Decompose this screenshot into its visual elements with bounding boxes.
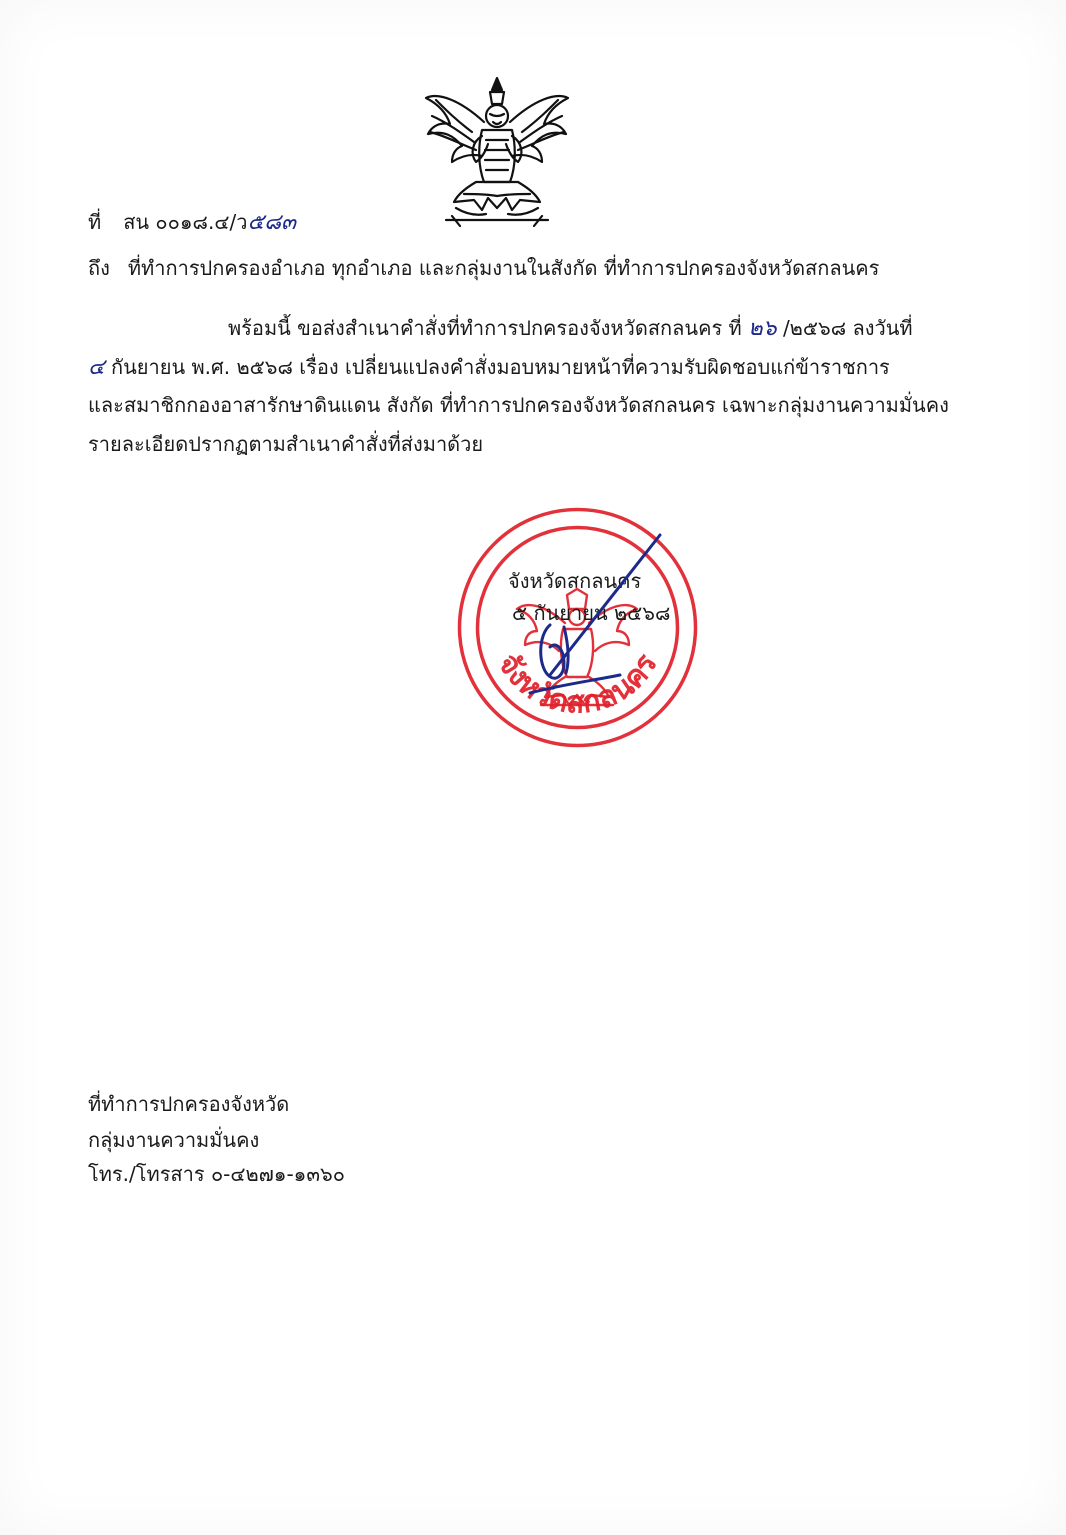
footer-division: กลุ่มงานความมั่นคง [88, 1128, 260, 1152]
body-line-4: รายละเอียดปรากฏตามสำเนาคำสั่งที่ส่งมาด้วย [88, 432, 484, 456]
order-number-handwritten: ๒๖ [748, 316, 777, 341]
reference-number: สน ๐๐๑๘.๔/ว [123, 210, 248, 234]
recipient-label: ถึง [88, 256, 110, 280]
signature-mark [520, 525, 670, 705]
footer-phone: โทร./โทรสาร ๐-๔๒๗๑-๑๓๖๐ [88, 1162, 345, 1186]
body-line-3: และสมาชิกกองอาสารักษาดินแดน สังกัด ที่ทำการปกครองจังหวัดสกลนคร เฉพาะกลุ่มงานความมั่นคง [88, 393, 949, 417]
reference-label: ที่ [88, 210, 102, 234]
garuda-emblem-icon [416, 70, 578, 232]
body-line-1 [228, 318, 1066, 340]
recipient-line [88, 258, 879, 278]
recipient-text: ที่ทำการปกครองอำเภอ ทุกอำเภอ และกลุ่มงานในสังกัด ที่ทำการปกครองจังหวัดสกลนคร [127, 256, 880, 280]
reference-line [88, 212, 296, 234]
body-line-1-start: พร้อมนี้ ขอส่งสำเนาคำสั่งที่ทำการปกครองจังหวัดสกลนคร ที่ [228, 316, 742, 340]
body-line-2-text: กันยายน พ.ศ. ๒๕๖๘ เรื่อง เปลี่ยนแปลงคำสั่งมอบหมายหน้าที่ความรับผิดชอบแก่ข้าราชการ [111, 355, 890, 379]
reference-handwritten-number: ๕๘๓ [247, 210, 297, 235]
stamp-ring-text: จังหวัดสกลนคร [490, 647, 665, 721]
day-handwritten: ๔ [88, 355, 105, 380]
stamp-date-line: ๕ กันยายน ๒๕๖๘ [512, 601, 671, 625]
body-line-1-end: /๒๕๖๘ ลงวันที่ [782, 316, 913, 340]
stamp-province-line: จังหวัดสกลนคร [508, 569, 642, 593]
body-line-2 [88, 357, 978, 379]
footer-office: ที่ทำการปกครองจังหวัด [88, 1092, 290, 1116]
